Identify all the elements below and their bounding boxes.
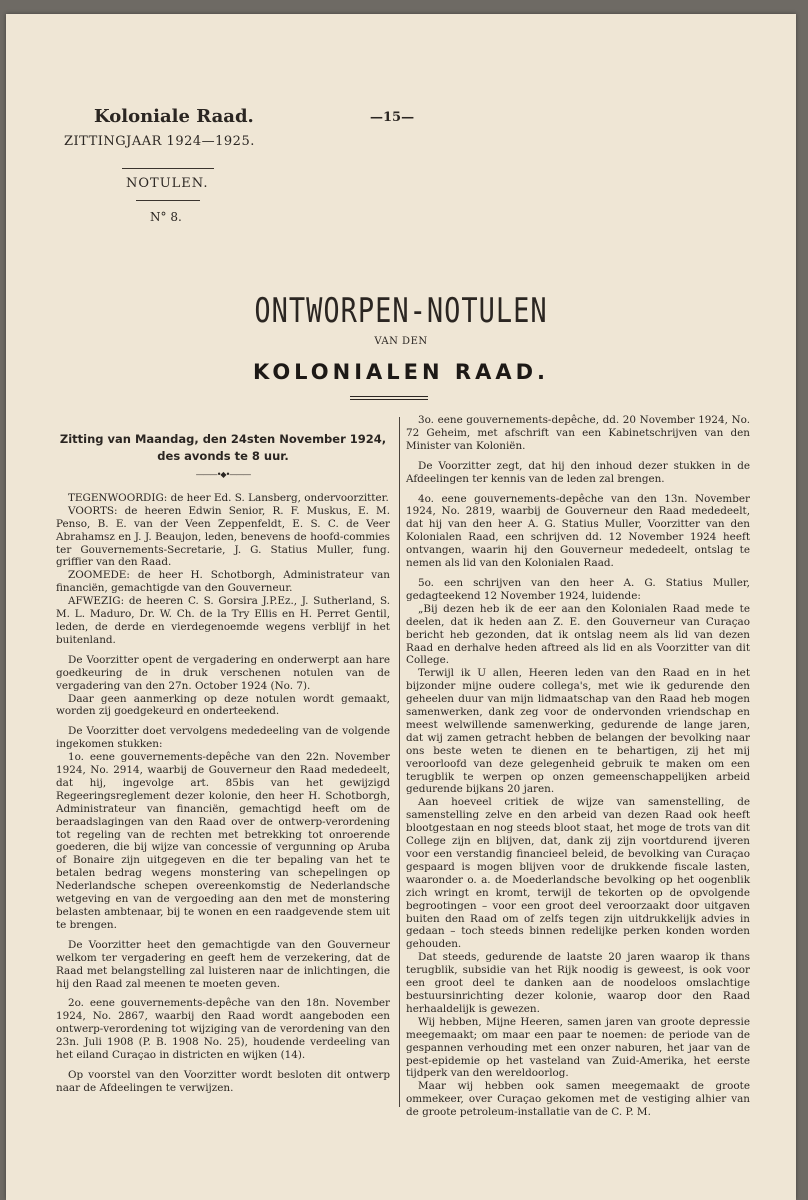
attendance-zoomede: ZOOMEDE: de heer H. Schotborgh, Administrateur van financiën, gemachtigde van den Gouverneur.	[56, 569, 390, 595]
column-separator	[399, 417, 400, 1107]
paragraph: Terwijl ik U allen, Heeren leden van den Raad en in het bijzonder mijne oudere collega's, met wie ik gedurende den geheelen duur van mijn lidmaatschap van den Raad heb mogen samenwerken, dank zeg voor de ondervonden vriendschap en meest welwillende samenwerking, gedurende de lange jaren, dat wij zamen getracht hebben de belangen der bevolking naar ons beste weten te dienen en te behartigen, zij het mij veroorloofd van deze gelegenheid gebruik te maken om een terugblik te werpen op onzen gemeenschappelijken arbeid gedurende bijkans 20 jaren.	[406, 667, 750, 796]
paragraph: Wij hebben, Mijne Heeren, samen jaren van groote depressie meegemaakt; om maar een paar te noemen: de periode van de gespannen verhouding met een onzer naburen, het jaar van de pest-epidemie op het vasteland van Zuid-Amerika, het eerste tijdperk van den wereldoorlog.	[406, 1015, 750, 1080]
ornament-divider: ———•◆•———	[195, 470, 251, 479]
paragraph: Op voorstel van den Voorzitter wordt besloten dit ontwerp naar de Afdeelingen te verwijzen.	[56, 1068, 390, 1094]
page-title: ONTWORPEN-NOTULEN	[254, 292, 548, 331]
attendance-also: VOORTS: de heeren Edwin Senior, R. F. Muskus, E. M. Penso, B. E. van der Veen Zeppenfeldt, E. S. C. de Veer Abrahamsz en J. J. Beaujon, leden, benevens de hoofd-commies ter Gouvernements-Secretarie, J. G. Statius Muller, fung. griffier van den Raad.	[56, 504, 390, 569]
paragraph: 2o. eene gouvernements-depêche van den 18n. November 1924, No. 2867, waarbij den Raad wordt aangeboden een ontwerp-verordening tot wijziging van de verordening van den 23n. Juli 1908 (P. B. 1908 No. 25), houdende verdeeling van het eiland Curaçao in districten en wijken (14).	[56, 997, 390, 1062]
issue-number: N° 8.	[150, 210, 182, 224]
paragraph: De Voorzitter doet vervolgens mededeeling van de volgende ingekomen stukken:	[56, 725, 390, 751]
title-rule-top	[350, 396, 428, 397]
page-number: —15—	[370, 110, 415, 125]
council-name: Koloniale Raad.	[94, 106, 254, 127]
attendance-present: TEGENWOORDIG: de heer Ed. S. Lansberg, ondervoorzitter.	[68, 491, 389, 504]
session-heading: Zitting van Maandag, den 24sten November 1924, des avonds te 8 uur.	[59, 432, 387, 463]
masthead-rule-1	[122, 168, 214, 169]
paragraph: 4o. eene gouvernements-depêche van den 13n. November 1924, No. 2819, waarbij de Gouverneur den Raad mededeelt, dat hij van den heer A. G. Statius Muller, Voorzitter van den Kolonialen Raad, een schrijven dd. 12 November 1924 heeft ontvangen, waarin hij den Gouverneur mededeelt, ontslag te nemen als lid van den Kolonialen Raad.	[406, 492, 750, 570]
title-van-den: VAN DEN	[374, 336, 428, 347]
title-rule-bottom	[350, 399, 428, 400]
paragraph: Maar wij hebben ook samen meegemaakt de groote ommekeer, over Curaçao gekomen met de vestiging alhier van de groote petroleum-installatie van de C. P. M.	[406, 1080, 750, 1119]
masthead-rule-2	[136, 200, 200, 201]
document-page	[6, 14, 796, 1200]
paragraph: De Voorzitter opent de vergadering en onderwerpt aan hare goedkeuring de in druk verschenen notulen van de vergadering van den 27n. October 1924 (No. 7).	[56, 653, 390, 692]
notulen-label: NOTULEN.	[126, 176, 209, 191]
paragraph: „Bij dezen heb ik de eer aan den Kolonialen Raad mede te deelen, dat ik heden aan Z. E. den Gouverneur van Curaçao bericht heb gezonden, dat ik ontslag neem als lid van dezen Raad en derhalve heden aftreed als lid en als Voorzitter van dit College.	[406, 602, 750, 667]
paragraph: Dat steeds, gedurende de laatste 20 jaren waarop ik thans terugblik, subsidie van het Rijk noodig is geweest, is ook voor een groot deel te danken aan de noodeloos omslachtige bestuursinrichting dezer kolonie, waarop door den Raad herhaaldelijk is gewezen.	[406, 951, 750, 1015]
attendance-absent: AFWEZIG: de heeren C. S. Gorsira J.P.Ez., J. Sutherland, S. M. L. Maduro, Dr. W. Ch. de la Try Ellis en H. Perret Gentil, leden, de derde en vierdegenoemde wegens verblijf in het buitenland.	[56, 595, 390, 646]
right-column	[406, 414, 750, 1119]
paragraph: De Voorzitter zegt, dat hij den inhoud dezer stukken in de Afdeelingen ter kennis van de leden zal brengen.	[406, 459, 750, 485]
paragraph: Daar geen aanmerking op deze notulen wordt gemaakt, worden zij goedgekeurd en onderteekend.	[56, 692, 390, 718]
title-kolonialen-raad: KOLONIALEN RAAD.	[252, 360, 549, 384]
left-column	[56, 414, 390, 1095]
paragraph: De Voorzitter heet den gemachtigde van den Gouverneur welkom ter vergadering en geeft hem de verzekering, dat de Raad met belangstelling zal luisteren naar de inlichtingen, die hij den Raad zal meenen te moeten geven.	[56, 938, 390, 990]
paragraph: Aan hoeveel critiek de wijze van samenstelling, de samenstelling zelve en den arbeid van dezen Raad ook heeft blootgestaan en nog steeds bloot staat, het moge de trots van dit College zijn en blijven, dat, dank zij zijn voortdurend ijveren voor een verstandig financieel beleid, de bevolking van Curaçao gespaard is mogen blijven voor de drukkende fiscale lasten, waaronder o. a. de Moederlandsche bevolking op het oogenblik zich wringt en kromt, terwijl de tekorten op de opvolgende begrootingen – voor een groot deel veroorzaakt door uitgaven buiten den Raad om of zelfs tegen zijn uitdrukkelijk advies in gedaan – toch steeds binnen redelijke perken konden worden gehouden.	[406, 796, 750, 951]
paragraph: 3o. eene gouvernements-depêche, dd. 20 November 1924, No. 72 Geheim, met afschrift van een Kabinetschrijven van den Minister van Koloniën.	[406, 414, 750, 452]
paragraph: 5o. een schrijven van den heer A. G. Statius Muller, gedagteekend 12 November 1924, luidende:	[406, 576, 750, 602]
paragraph: 1o. eene gouvernements-depêche van den 22n. November 1924, No. 2914, waarbij de Gouverneur den Raad mededeelt, dat hij, ingevolge art. 85bis van het gewijzigd Regeeringsreglement dezer kolonie, den heer H. Schotborgh, Administrateur van financiën, gemachtigd heeft om de beraadslagingen van den Raad over de ontwerp-verordening tot regeling van de rechten met betrekking tot onroerende goederen, die bij wijze van concessie of vergunning op Aruba of Bonaire zijn uitgegeven en die ter bepaling van het te betalen bedrag wegens monstering van schepelingen op Nederlandsche schepen overeenkomstig de Nederlandsche wetgeving en van de vergoeding aan den met de monstering belasten ambtenaar, bij te wonen en een raadgevende stem uit te brengen.	[56, 751, 390, 931]
session-year: ZITTINGJAAR 1924—1925.	[64, 134, 255, 149]
